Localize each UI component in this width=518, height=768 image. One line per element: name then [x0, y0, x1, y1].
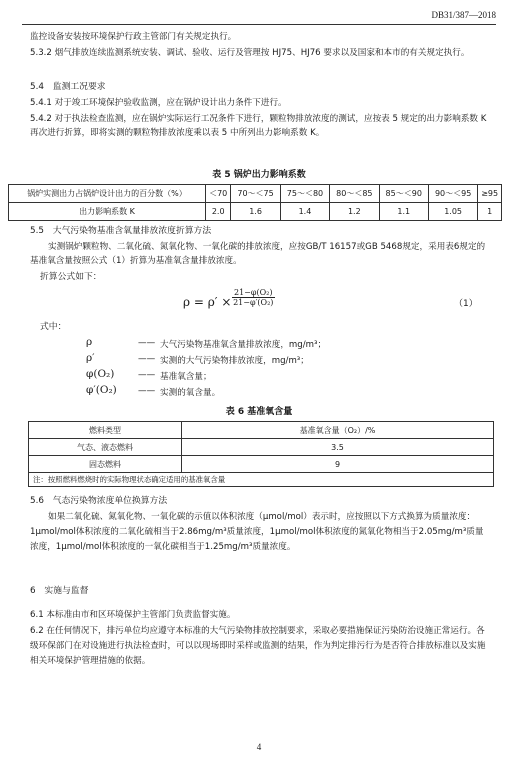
table5-value: 1.1 — [379, 203, 428, 221]
definition-text: 实测的大气污染物排放浓度，mg/m³； — [160, 356, 309, 366]
definition-row — [86, 384, 486, 400]
table6-col-header: 基准氧含量（O₂）/% — [182, 422, 494, 439]
formula-lhs: ρ = ρ′ × — [183, 295, 232, 309]
table5-value: 1.6 — [231, 203, 280, 221]
definition-symbol: ρ′ — [86, 352, 95, 364]
page-number: 4 — [256, 742, 262, 752]
definition-symbol: φ′(O₂) — [86, 384, 117, 396]
table6-caption: 表 6 基准氧含量 — [225, 407, 293, 417]
definition-dash: —— — [138, 386, 156, 396]
document-code: DB31/387—2018 — [431, 10, 496, 20]
definition-row — [86, 336, 486, 352]
clause-5-3-2: 5.3.2 烟气排放连续监测系统安装、调试、验收、运行及管理按 HJ75、HJ76 要求以及国家和本市的有关规定执行。 — [30, 48, 470, 58]
clause-5-6-text: 如果二氧化硫、氮氧化物、一氧化碳的示值以体积浓度（μmol/mol）表示时，应按照以下方式换算为质量浓度：1μmol/mol体积浓度的二氧化硫相当于2.86mg/m³质量浓度，1μmol/mol体积浓度的氮氧化物相当于2.05mg/m³质量浓度，1μmol/mol体积浓度的一氧化碳相当于1.25mg/m³质量浓度。 — [30, 512, 484, 552]
formula-numerator: 21−φ(O₂) — [234, 288, 273, 297]
formula-number: （1） — [454, 299, 478, 309]
definition-dash: —— — [138, 370, 156, 380]
table5 — [8, 184, 502, 221]
section-5-6-title: 5.6 气态污染物浓度单位换算方法 — [30, 496, 168, 506]
section-5-5-title: 5.5 大气污染物基准含氧量排放浓度折算方法 — [30, 226, 212, 236]
table5-row2-header: 出力影响系数 K — [9, 203, 206, 221]
table6-note: 注：按照燃料燃烧时的实际物理状态确定适用的基准氧含量 — [29, 473, 494, 487]
definition-row — [86, 352, 486, 368]
definition-text: 基准氧含量； — [160, 372, 212, 382]
table5-value: 1.2 — [330, 203, 379, 221]
definition-dash: —— — [138, 338, 156, 348]
formula-intro: 折算公式如下： — [40, 272, 102, 282]
clause-6-2: 6.2 在任何情况下，排污单位均应遵守本标准的大气污染物排放控制要求，采取必要措施保证污染防治设施正常运行。各级环保部门在对设施进行执法检查时，可以以现场即时采样或监测的结果，作为判定排污行为是否符合排放标准以及实施相关环境保护管理措施的依据。 — [30, 626, 486, 666]
table5-range: ＜70 — [206, 185, 231, 203]
formula-fraction — [232, 288, 275, 307]
table5-range: 90～＜95 — [428, 185, 477, 203]
table5-range: 85～＜90 — [379, 185, 428, 203]
clause-5-4-2: 5.4.2 对于执法检查监测，应在锅炉实际运行工况条件下进行，颗粒物排放浓度的测试，应按表 5 规定的出力影响系数 K 再次进行折算，即将实测的颗粒物排放浓度乘以表 5 中所列出力影响系数 K。 — [30, 114, 487, 138]
table5-value: 1.4 — [280, 203, 329, 221]
table6-value: 9 — [182, 456, 494, 473]
header-rule — [22, 24, 496, 25]
clause-5-5-text: 实测锅炉颗粒物、二氧化硫、氮氧化物、一氧化碳的排放浓度，应按GB/T 16157或GB 5468规定，采用表6规定的基准氧含量按照公式（1）折算为基准氧含量排放浓度。 — [30, 242, 486, 266]
clause-6-1: 6.1 本标准由市和区环境保护主管部门负责监督实施。 — [30, 610, 236, 620]
table5-range: 75～＜80 — [280, 185, 329, 203]
table5-value: 2.0 — [206, 203, 231, 221]
table5-value: 1.05 — [428, 203, 477, 221]
table6-value: 3.5 — [182, 439, 494, 456]
section-6-title: 6 实施与监督 — [30, 586, 89, 596]
definition-symbol: ρ — [86, 336, 93, 348]
definition-symbol: φ(O₂) — [86, 368, 115, 380]
table6-fuel: 固态燃料 — [29, 456, 182, 473]
continuation-line: 监控设备安装按环境保护行政主管部门有关规定执行。 — [30, 32, 237, 42]
table5-row1-header: 锅炉实测出力占锅炉设计出力的百分数（%） — [9, 185, 206, 203]
symbol-definitions — [86, 336, 486, 400]
clause-5-4-1: 5.4.1 对于竣工环境保护验收监测，应在锅炉设计出力条件下进行。 — [30, 98, 287, 108]
table5-range: 80～＜85 — [330, 185, 379, 203]
section-5-4-title: 5.4 监测工况要求 — [30, 82, 106, 92]
definition-text: 实测的氧含量。 — [160, 388, 221, 398]
table6-col-header: 燃料类型 — [29, 422, 182, 439]
definition-dash: —— — [138, 354, 156, 364]
table5-value: 1 — [478, 203, 502, 221]
table5-caption: 表 5 锅炉出力影响系数 — [212, 170, 306, 180]
formula-denominator: 21−φ′(O₂) — [233, 298, 274, 307]
definition-row — [86, 368, 486, 384]
definition-text: 大气污染物基准氧含量排放浓度，mg/m³； — [160, 340, 327, 350]
table6 — [28, 421, 494, 487]
table6-fuel: 气态、液态燃料 — [29, 439, 182, 456]
table5-range: ≥95 — [478, 185, 502, 203]
table5-range: 70～＜75 — [231, 185, 280, 203]
formula-1 — [0, 288, 518, 316]
where-label: 式中： — [40, 322, 67, 332]
